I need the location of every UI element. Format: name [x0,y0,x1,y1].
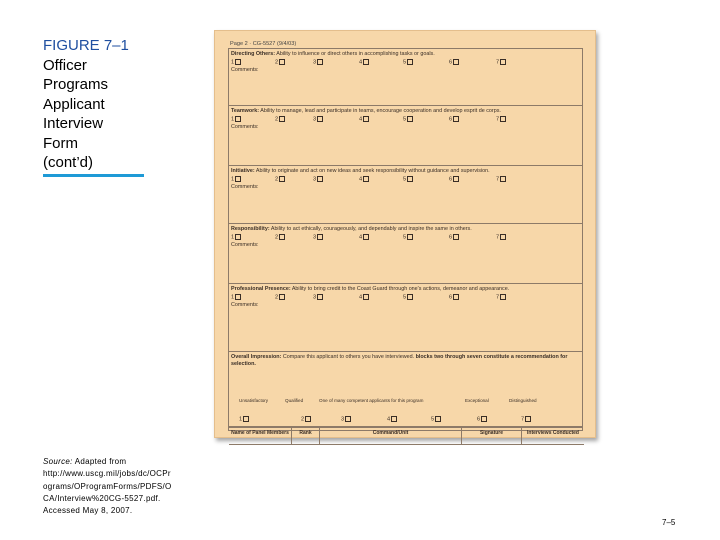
section-heading: Teamwork: [231,108,260,114]
rating-number: 7 [521,416,525,423]
rating-number: 1 [239,416,243,423]
rating-number: 3 [313,59,317,66]
rating-option[interactable] [449,59,459,66]
source-note [43,456,193,517]
rating-number: 5 [403,294,407,301]
rating-option[interactable] [231,116,241,123]
checkbox-icon[interactable] [317,116,323,122]
rating-scale [231,294,511,302]
rating-number: 5 [431,416,435,423]
section-description: Ability to manage, lead and participate in teams, encourage cooperation and develop esprit de corps. [260,108,501,114]
rating-number: 6 [449,176,453,183]
category-label: One of many competent applicants for this program [319,398,424,403]
checkbox-icon[interactable] [453,294,459,300]
overall-heading: Overall Impression: [231,354,282,360]
checkbox-icon[interactable] [243,416,249,422]
comments-label: Comments: [231,242,259,248]
figure-title-line: (cont’d) [43,154,94,171]
checkbox-icon[interactable] [363,59,369,65]
rating-option[interactable] [313,176,323,183]
figure-number: FIGURE 7–1 [43,37,129,54]
checkbox-icon[interactable] [453,59,459,65]
overall-rating-option[interactable] [301,416,311,423]
section-title [231,168,576,175]
rating-option[interactable] [403,234,413,241]
rating-number: 1 [231,294,235,301]
checkbox-icon[interactable] [363,116,369,122]
checkbox-icon[interactable] [435,416,441,422]
rating-option[interactable] [275,294,285,301]
rating-number: 5 [403,116,407,123]
rating-option[interactable] [496,234,506,241]
checkbox-icon[interactable] [305,416,311,422]
checkbox-icon[interactable] [391,416,397,422]
rating-number: 7 [496,59,500,66]
overall-rating-scale [239,416,525,424]
rating-number: 1 [231,234,235,241]
checkbox-icon[interactable] [453,234,459,240]
panel-header: Interviews Conducted [522,428,584,445]
rating-number: 2 [301,416,305,423]
checkbox-icon[interactable] [500,294,506,300]
comments-label: Comments: [231,124,259,130]
rating-option[interactable] [403,116,413,123]
rating-number: 5 [403,59,407,66]
comments-label: Comments: [231,67,259,73]
checkbox-icon[interactable] [500,176,506,182]
figure-title-line: Applicant [43,95,105,113]
checkbox-icon[interactable] [317,59,323,65]
checkbox-icon[interactable] [235,294,241,300]
rating-number: 3 [341,416,345,423]
rating-number: 7 [496,294,500,301]
rating-number: 5 [403,234,407,241]
rating-number: 1 [231,176,235,183]
rating-option[interactable] [231,59,241,66]
section-heading: Directing Others: [231,51,276,57]
caption-divider [43,174,144,177]
checkbox-icon[interactable] [345,416,351,422]
overall-rating-option[interactable] [477,416,487,423]
rating-number: 2 [275,116,279,123]
rating-number: 2 [275,234,279,241]
panel-header: Rank [292,428,320,445]
checkbox-icon[interactable] [279,234,285,240]
figure-caption [43,36,183,173]
rating-option[interactable] [231,176,241,183]
rating-number: 7 [496,234,500,241]
checkbox-icon[interactable] [500,116,506,122]
category-label: Exceptional [465,398,489,403]
section-description: Ability to originate and act on new ideas and seek responsibility without guidance and supervision. [255,168,490,174]
rating-number: 2 [275,176,279,183]
checkbox-icon[interactable] [500,59,506,65]
overall-title [231,354,576,368]
section-title [231,226,576,233]
rating-option[interactable] [449,176,459,183]
rating-number: 6 [449,234,453,241]
rating-number: 6 [449,59,453,66]
rating-scale [231,116,511,124]
rating-option[interactable] [313,116,323,123]
checkbox-icon[interactable] [453,176,459,182]
figure-title-line: Interview [43,115,104,132]
checkbox-icon[interactable] [317,234,323,240]
rating-number: 1 [231,116,235,123]
checkbox-icon[interactable] [279,176,285,182]
rating-option[interactable] [359,234,369,241]
rating-number: 6 [449,294,453,301]
rating-number: 4 [359,176,363,183]
checkbox-icon[interactable] [363,234,369,240]
rating-scale [231,59,511,67]
checkbox-icon[interactable] [235,116,241,122]
rating-number: 3 [313,234,317,241]
section-title [231,108,576,115]
rating-option[interactable] [496,59,506,66]
overall-bold-text: blocks two through seven constitute a recommendation for selection. [231,354,568,367]
rating-section [229,224,582,284]
overall-rating-option[interactable] [431,416,441,423]
rating-number: 3 [313,116,317,123]
panel-header: Command/Unit [320,428,462,445]
overall-categories [239,398,579,406]
checkbox-icon[interactable] [481,416,487,422]
rating-number: 3 [313,294,317,301]
rating-option[interactable] [231,234,241,241]
rating-option[interactable] [275,234,285,241]
source-text: Adapted from http://www.uscg.mil/jobs/dc/OCPr ograms/OProgramForms/PDFS/O CA/Interview%20CG-5527.pdf. Accessed May 8, 2007. [43,457,172,516]
category-label: Unsatisfactory [239,398,269,403]
rating-section [229,166,582,224]
checkbox-icon[interactable] [525,416,531,422]
rating-number: 6 [449,116,453,123]
checkbox-icon[interactable] [363,294,369,300]
overall-rating-option[interactable] [341,416,351,423]
checkbox-icon[interactable] [407,294,413,300]
category-label: Distinguished [509,398,537,403]
rating-number: 4 [387,416,391,423]
section-title [231,51,576,58]
rating-number: 4 [359,59,363,66]
checkbox-icon[interactable] [407,59,413,65]
rating-option[interactable] [449,234,459,241]
rating-option[interactable] [359,116,369,123]
overall-rating-option[interactable] [239,416,249,423]
checkbox-icon[interactable] [235,234,241,240]
checkbox-icon[interactable] [235,176,241,182]
rating-number: 4 [359,116,363,123]
rating-number: 7 [496,176,500,183]
checkbox-icon[interactable] [317,176,323,182]
section-title [231,286,576,293]
checkbox-icon[interactable] [407,176,413,182]
section-heading: Responsibility: [231,226,270,232]
checkbox-icon[interactable] [407,116,413,122]
panel-header: Signature [462,428,522,445]
rating-option[interactable] [359,59,369,66]
panel-header: Name of Panel Members [229,428,292,445]
interview-form-scan [214,30,596,438]
overall-rating-option[interactable] [521,416,531,423]
rating-option[interactable] [275,176,285,183]
checkbox-icon[interactable] [453,116,459,122]
checkbox-icon[interactable] [317,294,323,300]
rating-option[interactable] [403,294,413,301]
section-heading: Initiative: [231,168,255,174]
comments-label: Comments: [231,184,259,190]
rating-option[interactable] [313,59,323,66]
category-label: Qualified [285,398,304,403]
panel-members-table [229,427,582,436]
rating-option[interactable] [275,59,285,66]
section-description: Ability to act ethically, courageously, and dependably and inspire the same in others. [270,226,472,232]
rating-number: 7 [496,116,500,123]
rating-number: 6 [477,416,481,423]
rating-section [229,106,582,166]
rating-section [229,284,582,352]
source-label: Source: [43,457,73,466]
form-body [228,48,583,436]
rating-option[interactable] [496,294,506,301]
checkbox-icon[interactable] [407,234,413,240]
checkbox-icon[interactable] [235,59,241,65]
checkbox-icon[interactable] [279,59,285,65]
rating-option[interactable] [313,294,323,301]
rating-option[interactable] [231,294,241,301]
rating-number: 4 [359,294,363,301]
comments-label: Comments: [231,302,259,308]
rating-option[interactable] [359,176,369,183]
rating-option[interactable] [275,116,285,123]
rating-number: 3 [313,176,317,183]
rating-option[interactable] [496,176,506,183]
checkbox-icon[interactable] [279,116,285,122]
rating-scale [231,234,511,242]
rating-number: 2 [275,294,279,301]
section-heading: Professional Presence: [231,286,291,292]
rating-option[interactable] [496,116,506,123]
rating-option[interactable] [403,59,413,66]
form-page-title: Page 2 · CG-5527 (9/4/03) [230,41,297,47]
figure-title-line: Officer [43,56,87,74]
figure-title-line: Programs [43,76,109,93]
section-description: Ability to influence or direct others in accomplishing tasks or goals. [276,51,435,57]
rating-option[interactable] [403,176,413,183]
rating-option[interactable] [449,294,459,301]
rating-scale [231,176,511,184]
rating-number: 5 [403,176,407,183]
rating-number: 1 [231,59,235,66]
overall-text: Compare this applicant to others you have interviewed. [282,354,415,360]
page-number: 7–5 [662,518,676,527]
rating-option[interactable] [449,116,459,123]
section-description: Ability to bring credit to the Coast Guard through one's actions, demeanor and appearance. [291,286,510,292]
overall-rating-option[interactable] [387,416,397,423]
figure-title-line: Form [43,134,78,152]
rating-number: 2 [275,59,279,66]
checkbox-icon[interactable] [500,234,506,240]
rating-number: 4 [359,234,363,241]
checkbox-icon[interactable] [279,294,285,300]
rating-section [229,49,582,106]
checkbox-icon[interactable] [363,176,369,182]
rating-option[interactable] [313,234,323,241]
rating-option[interactable] [359,294,369,301]
